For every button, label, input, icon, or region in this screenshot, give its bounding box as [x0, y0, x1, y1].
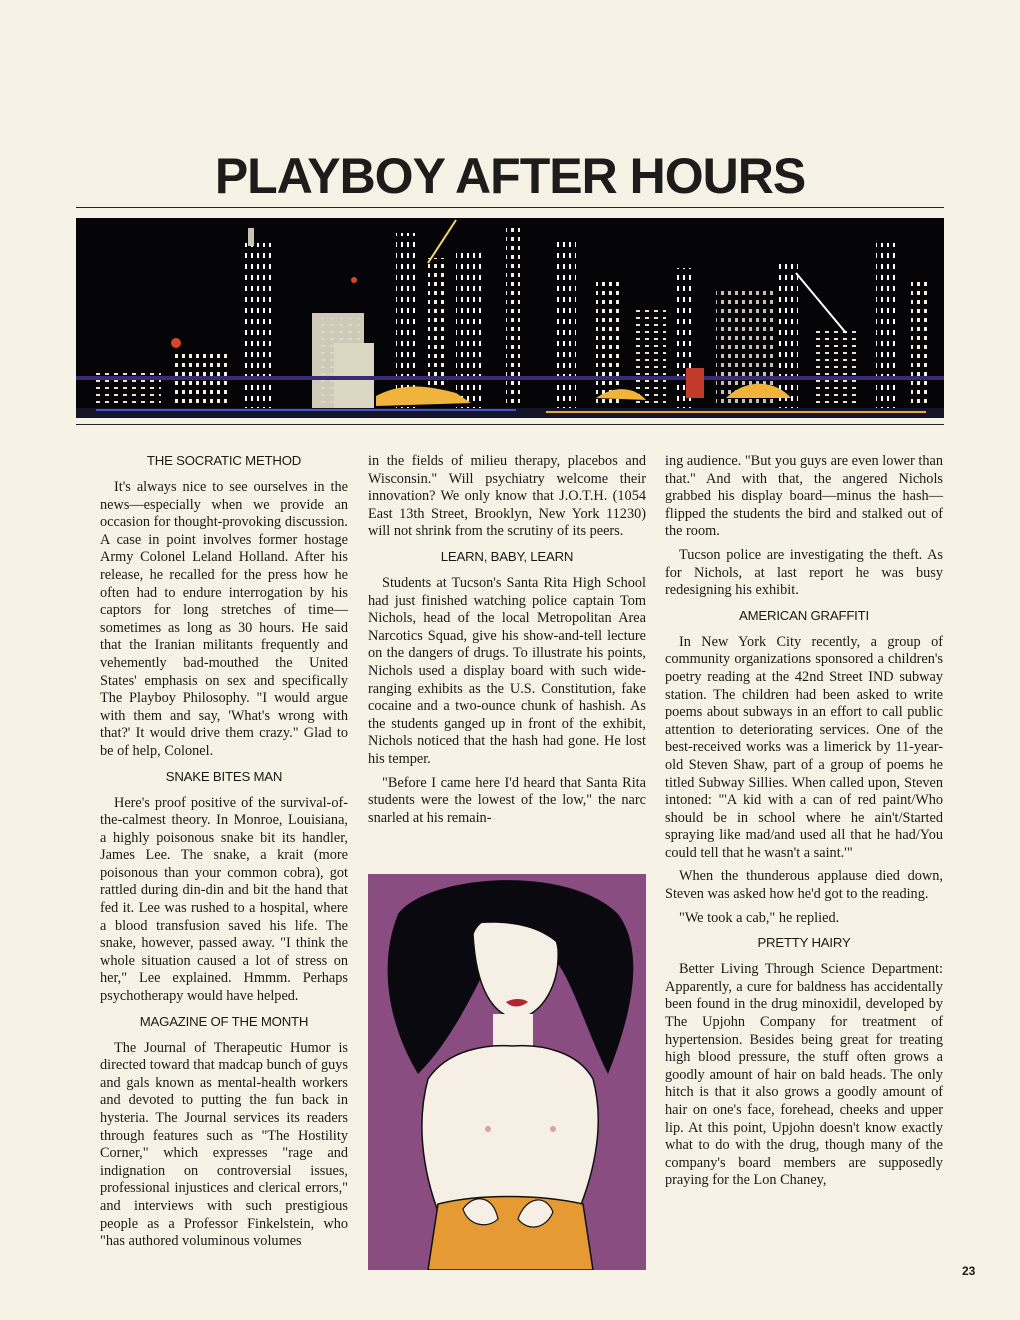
- page-title: PLAYBOY AFTER HOURS: [214, 148, 806, 204]
- graffiti-paragraph-1: In New York City recently, a group of community organizations sponsored a children's poetry reading at the 42nd Street IND subway station. The children had been asked to write poems about subways in an effort to call public attention to deteriorating services. One of the best-received works was a limerick by 11-year-old Steven Shaw, part of a group of poems he titled Subway Sillies. When called upon, Steven intoned: "'A kid with a can of red paint/Who should be in school where he ain't/Started spraying like mad/and used all that he had/You could tell that he wasn't a saint.'": [665, 633, 943, 861]
- snake-paragraph: Here's proof positive of the survival-of-the-calmest theory. In Monroe, Louisiana, a highly poisonous snake bit its handler, James Lee. The snake, a krait (more poisonous than your common cobra), got rattled during din-din and bit the hand that fed it. Lee was rushed to a hospital, where a blood transfusion saved his life. The snake, however, passed away. "I think the whole situation caused a lot of stress on her," Lee explained. Hmmm. Perhaps psychotherapy would have helped.: [100, 794, 348, 1005]
- heading-american-graffiti: AMERICAN GRAFFITI: [739, 607, 869, 623]
- heading-socratic-method: THE SOCRATIC METHOD: [146, 453, 302, 468]
- heading-learn-baby-learn: LEARN, BABY, LEARN: [440, 548, 574, 564]
- heading-snake-bites-man: SNAKE BITES MAN: [165, 768, 283, 784]
- heading-pretty-hairy: PRETTY HAIRY: [757, 935, 851, 951]
- woman-illustration: [368, 874, 646, 1270]
- graffiti-paragraph-3: "We took a cab," he replied.: [679, 909, 840, 926]
- image-bottom-rule: [76, 424, 944, 425]
- hairy-paragraph: Better Living Through Science Department: Apparently, a cure for baldness has accidentally been found in the drug minoxidil, developed by The Upjohn Company for treatment of hypertension. Besides being great for treating high blood pressure, the stuff often grows a goodly amount of hair on bald heads. The only hitch is that it also grows a goodly amount of hair on one's face, forehead, cheeks and upper lip. At this point, Upjohn doesn't know exactly what to do with the drug, though many of the company's board members are supposedly praying for the Lon Chaney,: [665, 961, 943, 1189]
- title-rule: [76, 207, 944, 208]
- magazine-paragraph: The Journal of Therapeutic Humor is directed toward that madcap bunch of guys and gals known as mental-health workers and devoted to putting the fun back in hysteria. The Journal services its readers through features such as "The Hostility Corner," which expresses "rage and indignation on controversial issues, professional injustices and clerical errors," and interviews with such prestigious people as a Professor Finkelstein, who "has authored voluminous volumes: [100, 1039, 348, 1250]
- column-1: [100, 453, 348, 1257]
- column-2: [368, 453, 646, 833]
- learn-paragraph-3: Tucson police are investigating the theft. As for Nichols, at last report he was busy redesigning his exhibit.: [665, 546, 943, 599]
- magazine-paragraph-continued: in the fields of milieu therapy, placebos and Wisconsin." Will psychiatry welcome their innovation? We only know that J.O.T.H. (1054 East 13th Street, Brooklyn, New York 11230) will not shrink from the scrutiny of its peers.: [368, 453, 646, 540]
- heading-magazine-of-the-month: MAGAZINE OF THE MONTH: [139, 1013, 309, 1029]
- column-3: [665, 453, 943, 1196]
- learn-paragraph-2: "Before I came here I'd heard that Santa Rita students were the lowest of the low," the narc snarled at his remain-: [368, 774, 646, 826]
- learn-paragraph-2-continued: ing audience. "But you guys are even lower than that." And with that, the angered Nichols grabbed his display board—minus the hash—flipped the students the bird and stalked out of the room.: [665, 453, 943, 540]
- socratic-paragraph: It's always nice to see ourselves in the news—especially when we provide an occasion for thought-provoking discussion. A case in point involves former hostage Army Colonel Leland Holland. After his release, he recalled for the press how he often had to endure interrogation by his captors for long stretches of time—sometimes as long as 30 hours. He said that the Iranian militants frequently and vehemently bad-mouthed the United States' emphasis on sex and specifically The Playboy Philosophy. "I would argue with them and say, 'What's wrong with that?' It would drive them crazy." Glad to be of help, Colonel.: [100, 479, 348, 759]
- graffiti-paragraph-2: When the thunderous applause died down, Steven was asked how he'd got to the reading.: [665, 868, 943, 903]
- learn-paragraph-1: Students at Tucson's Santa Rita High School had just finished watching police captain Tom Nichols, head of the local Metropolitan Area Narcotics Squad, give his show-and-tell lecture on the dangers of drugs. To illustrate his points, Nichols used a display board with such wide-ranging exhibits as the U.S. Constitution, fake cocaine and a two-ounce chunk of hashish. As the students ganged up in front of the exhibit, Nichols noticed that the hash had gone. He lost his temper.: [368, 574, 646, 767]
- page-number: 23: [962, 1264, 976, 1278]
- city-skyline-illustration: [76, 218, 944, 418]
